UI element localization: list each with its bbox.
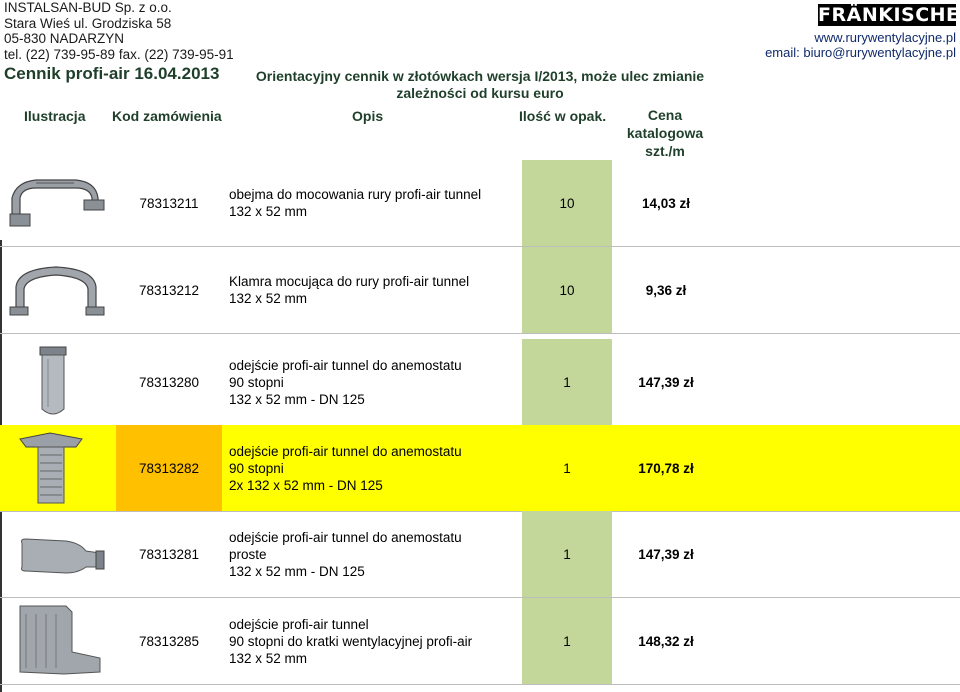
product-description <box>229 425 499 511</box>
company-name: INSTALSAN-BUD Sp. z o.o. <box>4 0 172 15</box>
description-line: 90 stopni do kratki wentylacyjnej profi-air <box>229 633 473 649</box>
catalog-price: 148,32 zł <box>638 633 694 649</box>
description-line: proste <box>229 546 267 562</box>
product-description <box>229 511 499 597</box>
col-header-qty: Ilość w opak. <box>519 108 607 124</box>
package-quantity: 10 <box>522 247 612 333</box>
disclaimer-line-2: zależności od kursu euro <box>396 85 564 101</box>
clip-bracket-icon <box>6 251 110 329</box>
description-line: 90 stopni <box>229 374 284 390</box>
package-quantity: 10 <box>522 160 612 246</box>
row-divider <box>0 333 960 334</box>
table-row <box>0 247 960 333</box>
price-header-line-3: szt./m <box>645 143 685 159</box>
table-row <box>0 160 960 246</box>
package-quantity: 1 <box>563 460 571 476</box>
description-line: odejście profi-air tunnel do anemostatu <box>229 357 462 373</box>
product-description <box>229 598 499 684</box>
price-header-line-1: Cena <box>647 107 683 123</box>
description-line: 90 stopni <box>229 460 284 476</box>
catalog-price: 147,39 zł <box>638 546 694 562</box>
description-line: odejście profi-air tunnel <box>229 616 369 632</box>
price-header-line-2: katalogowa <box>626 125 704 141</box>
product-description <box>229 160 499 246</box>
catalog-price: 14,03 zł <box>641 195 691 211</box>
package-quantity: 1 <box>522 511 612 597</box>
product-code: 78313281 <box>138 546 200 562</box>
description-line: odejście profi-air tunnel do anemostatu <box>229 443 462 459</box>
disclaimer-line-1: Orientacyjny cennik w złotówkach wersja I/2013, może ulec zmianie <box>255 68 705 84</box>
product-code: 78313282 <box>116 425 222 511</box>
catalog-price: 147,39 zł <box>638 374 694 390</box>
grille-outlet-icon <box>6 602 110 680</box>
col-header-price <box>610 106 720 160</box>
package-quantity: 1 <box>522 598 612 684</box>
website-link[interactable]: www.rurywentylacyjne.pl <box>814 30 956 45</box>
clamp-bracket-icon <box>6 164 110 242</box>
catalog-price: 9,36 zł <box>645 282 687 298</box>
description-line: 132 x 52 mm <box>229 291 308 306</box>
company-info <box>4 0 234 62</box>
col-header-illustration: Ilustracja <box>24 108 86 124</box>
col-header-code: Kod zamówienia <box>112 108 222 124</box>
frankische-logo: FRÄNKISCHE <box>818 4 960 26</box>
catalog-price: 170,78 zł <box>638 460 694 476</box>
pricelist-title: Cennik profi-air 16.04.2013 <box>4 64 220 83</box>
description-line: odejście profi-air tunnel do anemostatu <box>229 529 462 545</box>
contact-links <box>765 30 956 60</box>
company-address-street: Stara Wieś ul. Grodziska 58 <box>4 15 172 31</box>
product-code: 78313285 <box>138 633 200 649</box>
table-row <box>0 339 960 425</box>
description-line: 132 x 52 mm <box>229 650 308 666</box>
product-code: 78313211 <box>139 195 199 211</box>
description-line: 2x 132 x 52 mm - DN 125 <box>229 477 383 493</box>
description-line: obejma do mocowania rury profi-air tunnel <box>229 187 482 202</box>
double-outlet-icon <box>6 429 110 507</box>
description-line: 132 x 52 mm - DN 125 <box>229 391 365 407</box>
straight-outlet-icon <box>6 515 110 593</box>
table-row-highlighted <box>0 425 960 511</box>
product-code: 78313212 <box>138 282 200 298</box>
elbow-outlet-icon <box>6 343 110 421</box>
package-quantity: 1 <box>522 339 612 425</box>
price-disclaimer <box>200 68 760 102</box>
company-phone: tel. (22) 739-95-89 fax. (22) 739-95-91 <box>4 46 234 62</box>
row-divider <box>0 684 960 685</box>
email-link[interactable]: email: biuro@rurywentylacyjne.pl <box>765 45 956 60</box>
col-header-description: Opis <box>352 108 384 124</box>
product-code: 78313280 <box>138 374 200 390</box>
company-address-city: 05-830 NADARZYN <box>4 31 125 46</box>
description-line: Klamra mocująca do rury profi-air tunnel <box>229 274 470 289</box>
product-description <box>229 339 499 425</box>
description-line: 132 x 52 mm <box>229 204 308 219</box>
product-description <box>229 247 499 333</box>
table-row <box>0 598 960 684</box>
table-row <box>0 511 960 597</box>
description-line: 132 x 52 mm - DN 125 <box>229 563 365 579</box>
